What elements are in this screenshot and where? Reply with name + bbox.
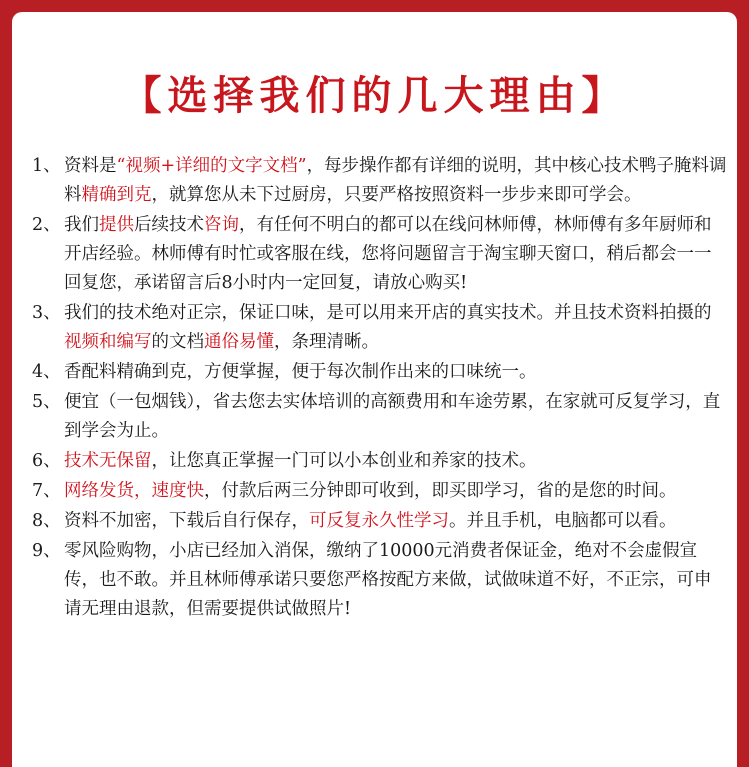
reason-text: 资料不加密，下载后自行保存，: [64, 511, 309, 531]
reasons-list: [32, 152, 727, 625]
reason-text: 。并且手机，电脑都可以看。: [449, 511, 677, 531]
reason-number: 3、: [32, 303, 61, 323]
reason-text: ，条理清晰。: [274, 332, 379, 352]
highlighted-text: 视频和编写: [64, 332, 152, 352]
reason-text: ，每步操作都有详细的说明，其中核心技术鸭子腌料调料: [64, 156, 727, 205]
highlighted-text: 技术无保留: [64, 451, 152, 471]
reason-item: [32, 537, 727, 624]
reason-item: [32, 388, 727, 446]
reason-text: ，让您真正掌握一门可以小本创业和养家的技术。: [151, 451, 537, 471]
reason-number: 1、: [32, 156, 61, 176]
reason-text: 便宜（一包烟钱），省去您去实体培训的高额费用和车途劳累，在家就可反复学习，直到学会为止。: [64, 392, 721, 441]
reason-number: 4、: [32, 362, 61, 382]
highlighted-text: 可反复永久性学习: [309, 511, 449, 531]
reason-item: [32, 447, 727, 476]
reason-text: 的文档: [151, 332, 204, 352]
reason-text: 资料是: [64, 156, 117, 176]
reason-text: 零风险购物，小店已经加入消保，缴纳了10000元消费者保证金，绝对不会虚假宣传，也不敢。并且林师傅承诺只要您严格按配方来做，试做味道不好，不正宗，可申请无理由退款，但需要提供试做照片!: [64, 541, 712, 619]
reason-item: [32, 358, 727, 387]
reason-number: 8、: [32, 511, 61, 531]
reason-number: 2、: [32, 215, 61, 235]
highlighted-text: 网络发货，速度快: [64, 481, 204, 501]
reason-number: 9、: [32, 541, 61, 561]
reason-text: ，就算您从未下过厨房，只要严格按照资料一步步来即可学会。: [151, 185, 642, 205]
reason-text: 后续技术: [134, 215, 204, 235]
reason-text: 我们: [64, 215, 99, 235]
reason-text: 香配料精确到克，方便掌握，便于每次制作出来的口味统一。: [64, 362, 537, 382]
content-panel: [12, 12, 737, 767]
reason-text: ，付款后两三分钟即可收到，即买即学习，省的是您的时间。: [204, 481, 677, 501]
highlighted-text: “视频+详细的文字文档”: [116, 156, 307, 176]
reason-item: [32, 152, 727, 210]
reason-item: [32, 299, 727, 357]
reason-item: [32, 477, 727, 506]
reason-number: 6、: [32, 451, 61, 471]
reason-item: [32, 211, 727, 298]
reason-text: ，有任何不明白的都可以在线问林师傅，林师傅有多年厨师和开店经验。林师傅有时忙或客服在线，您将问题留言于淘宝聊天窗口，稍后都会一一回复您，承诺留言后8小时内一定回复，请放心购买!: [64, 215, 712, 293]
reason-number: 7、: [32, 481, 61, 501]
highlighted-text: 提供: [99, 215, 134, 235]
reason-item: [32, 507, 727, 536]
reason-number: 5、: [32, 392, 61, 412]
highlighted-text: 通俗易懂: [204, 332, 274, 352]
reason-text: 我们的技术绝对正宗，保证口味，是可以用来开店的真实技术。并且技术资料拍摄的: [64, 303, 712, 323]
highlighted-text: 咨询: [204, 215, 239, 235]
page-title: 【选择我们的几大理由】: [121, 72, 628, 119]
highlighted-text: 精确到克: [81, 185, 152, 205]
